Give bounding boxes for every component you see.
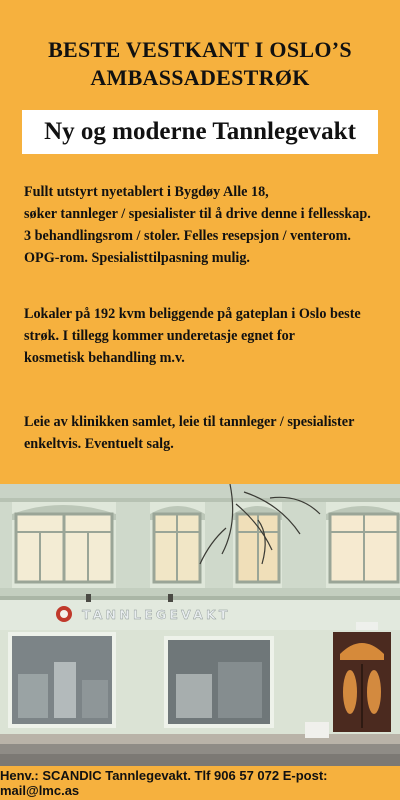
text-line: kosmetisk behandling m.v. xyxy=(24,350,185,366)
contact-info: Henv.: SCANDIC Tannlegevakt. Tlf 906 57 072 E-post: mail@lmc.as xyxy=(0,768,328,798)
address-plate xyxy=(356,622,378,630)
headline xyxy=(0,36,400,92)
text-line: enkeltvis. Eventuelt salg. xyxy=(24,436,174,452)
headline-line-1: BESTE VESTKANT I OSLO’S xyxy=(48,37,352,62)
paragraph-facilities xyxy=(24,181,384,269)
text-line: søker tannleger / spesialister til å drive denne i fellesskap. xyxy=(24,206,371,222)
upper-window xyxy=(16,514,112,582)
clinic-storefront-photo xyxy=(0,484,400,766)
footer-contact xyxy=(0,766,400,800)
upper-window xyxy=(330,514,398,582)
shop-window xyxy=(10,634,114,726)
subheadline: Ny og moderne Tannlegevakt xyxy=(44,118,356,145)
paragraph-premises xyxy=(24,303,384,369)
text-line: Leie av klinikken samlet, leie til tannleger / spesialister xyxy=(24,414,355,430)
text-line: Fullt utstyrt nyetablert i Bygdøy Alle 18, xyxy=(24,184,269,200)
entrance-door xyxy=(333,632,391,732)
paragraph-terms xyxy=(24,411,384,455)
upper-window xyxy=(237,514,279,582)
text-line: strøk. I tillegg kommer underetasje egnet for xyxy=(24,328,295,344)
headline-line-2: AMBASSADESTRØK xyxy=(90,65,310,90)
shop-window xyxy=(166,638,272,726)
storefront-illustration xyxy=(0,484,400,766)
text-line: OPG-rom. Spesialisttilpasning mulig. xyxy=(24,250,250,266)
storefront-sign: TANNLEGEVAKT xyxy=(82,607,231,622)
upper-window xyxy=(154,514,200,582)
text-line: Lokaler på 192 kvm beliggende på gateplan i Oslo beste xyxy=(24,306,361,322)
subheadline-box xyxy=(22,110,378,154)
text-line: 3 behandlingsrom / stoler. Felles resepsjon / venterom. xyxy=(24,228,351,244)
